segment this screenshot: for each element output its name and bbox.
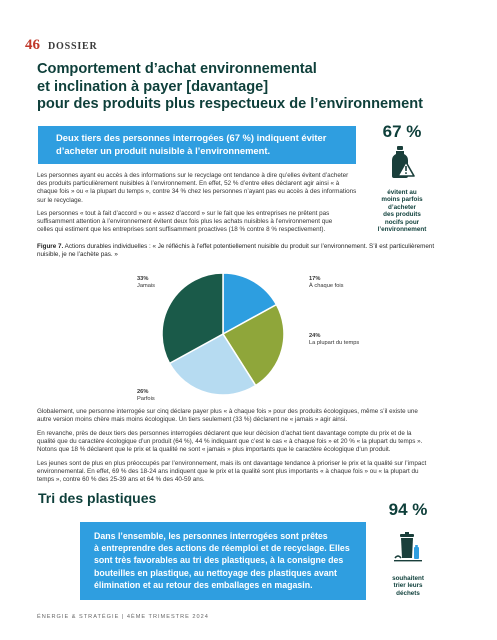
highlight-line: Deux tiers des personnes interrogées (67 %) indiquent éviter bbox=[56, 132, 327, 143]
stat-caption-line: évitent au bbox=[387, 189, 417, 196]
stat-caption-line: souhaitent bbox=[392, 575, 424, 582]
highlight-line: Dans l’ensemble, les personnes interrogées sont prêtes bbox=[94, 531, 328, 541]
slice-pct: 33% bbox=[137, 276, 149, 282]
trash-bin-icon bbox=[390, 530, 426, 566]
text-line: qualité que du caractère écologique d’un produit (64 %), 44 % indiquant que c’est le cas « à chaque fois » et 20 % « la plupart du temps ». bbox=[37, 438, 423, 446]
figure-caption-text: Actions durables individuelles : « Je réfléchis à l’effet potentiellement nuisible du produit sur l’environnement. S’il est particulièrement bbox=[63, 243, 435, 250]
title-line: et inclination à payer [davantage] bbox=[37, 78, 269, 95]
slice-label-parfois bbox=[137, 389, 155, 403]
text-line: Les personnes ayant eu accès à des informations sur le recyclage ont tendance à dire qu’elles évitent d’acheter bbox=[37, 172, 349, 179]
slice-label-jamais bbox=[137, 276, 155, 290]
slice-name: À chaque fois bbox=[309, 283, 344, 289]
text-line: celles qui estiment que les entreprises sont suffisamment proactives (18 % contre 8 % respectivement). bbox=[37, 226, 326, 234]
text-line: Les jeunes sont de plus en plus préoccupés par l’environnement, mais ils ont davantage tendance à prioriser le prix et la qualité sur l’impact bbox=[37, 460, 427, 467]
slice-name: La plupart du temps bbox=[309, 340, 360, 346]
page-footer: ÉNERGIE & STRATÉGIE | 4ÈME TRIMESTRE 2024 bbox=[37, 614, 209, 620]
paragraph-youth bbox=[37, 460, 467, 485]
page-number: 46 bbox=[25, 37, 40, 53]
stat-caption-line: l’environnement bbox=[377, 226, 427, 234]
text-line: Globalement, une personne interrogée sur cinq déclare payer plus « à chaque fois » pour des produits écologiques, même s’il existe une bbox=[37, 408, 418, 415]
text-line: sur le recyclage. bbox=[37, 196, 83, 204]
text-line: autre version moins chère mais moins écologique. Un tiers seulement (33 %) déclarent ne « jamais » agir ainsi. bbox=[37, 416, 348, 424]
text-line: suffisamment attention à l’environnement évitent deux fois plus les achats nuisibles à l’environnement que bbox=[37, 218, 333, 226]
highlight-box-plastics bbox=[80, 522, 366, 600]
slice-label-plupart bbox=[309, 333, 359, 347]
highlight-line: élimination et au retour des emballages en magasin. bbox=[94, 579, 313, 590]
stat-caption-line: des produits bbox=[383, 211, 421, 219]
section-label: DOSSIER bbox=[48, 41, 98, 52]
stat-caption bbox=[368, 575, 448, 597]
title-line: Comportement d’achat environnemental bbox=[37, 61, 317, 77]
paragraph-pay-more bbox=[37, 408, 467, 424]
stat-caption-line: déchets bbox=[396, 589, 420, 597]
highlight-line: bouteilles en plastique, au nettoyage des plastiques avant bbox=[94, 567, 337, 578]
text-line: Notons que 18 % déclarent que le prix et la qualité ne sont « jamais » plus importants que le caractère écologique d’un produit. bbox=[37, 446, 391, 454]
text-line: chaque fois » ou « la plupart du temps », contre 34 % chez les personnes n’ayant pas eu accès à des informations bbox=[37, 188, 357, 196]
highlight-line: d’acheter un produit nuisible à l’environnement. bbox=[56, 144, 271, 156]
paragraph-price-quality bbox=[37, 430, 467, 455]
slice-pct: 26% bbox=[137, 389, 149, 395]
slice-name: Parfois bbox=[137, 396, 155, 402]
stat-value: 94 % bbox=[388, 500, 428, 519]
figure-caption-text: nuisible, je ne l’achète pas. » bbox=[37, 251, 118, 259]
slice-name: Jamais bbox=[137, 283, 156, 289]
text-line: temps », contre 60 % des 25-39 ans et 64 % des 40-59 ans. bbox=[37, 476, 205, 484]
text-line: En revanche, près de deux tiers des personnes interrogées déclarent que leur décision d’achat tient davantage compte du prix et de la bbox=[37, 430, 412, 437]
slice-pct: 17% bbox=[309, 276, 321, 282]
slice-pct: 24% bbox=[309, 333, 321, 339]
slice-label-a-chaque-fois bbox=[309, 276, 343, 290]
stat-caption-line: moins parfois bbox=[381, 196, 423, 204]
highlight-line: sont très favorables au tri des plastiques, à la consigne des bbox=[94, 555, 344, 566]
stat-value: 67 % bbox=[382, 122, 422, 141]
text-line: environnemental. En effet, 69 % des 18-24 ans indiquent que le prix et la qualité sont plus importants « à chaque fois » ou « la plupart du bbox=[37, 468, 419, 476]
highlight-line: à entreprendre des actions de réemploi et de recyclage. Elles bbox=[94, 543, 350, 554]
stat-caption-line: trier leurs bbox=[393, 582, 423, 590]
section-title-tri-plastiques: Tri des plastiques bbox=[38, 490, 157, 506]
text-line: des produits particulièrement nuisibles à l’environnement. En effet, 52 % d’entre elles déclarent agir ainsi « à bbox=[37, 180, 340, 188]
stat-caption-line: d’acheter bbox=[388, 203, 416, 211]
title-line: pour des produits plus respectueux de l’environnement bbox=[37, 96, 423, 112]
text-line: Les personnes « tout à fait d’accord » ou « assez d’accord » sur le fait que les entreprises ne prêtent pas bbox=[37, 210, 330, 217]
stat-side-sort bbox=[368, 500, 448, 597]
stat-caption-line: nocifs pour bbox=[384, 218, 420, 226]
figure-label: Figure 7. bbox=[37, 243, 64, 250]
